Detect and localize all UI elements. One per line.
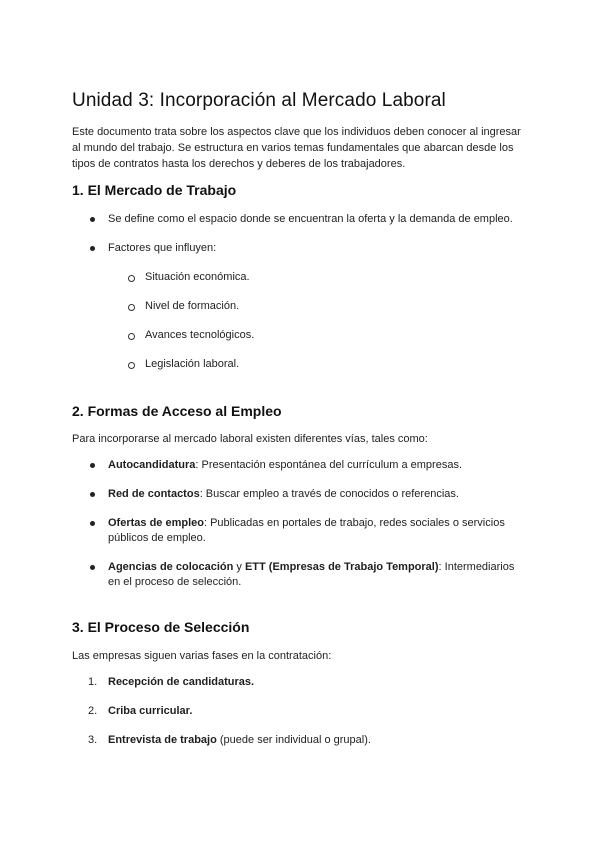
list-item	[108, 733, 371, 748]
list-item-connector: y	[233, 561, 245, 573]
list-item-text: (puede ser individual o grupal).	[216, 734, 371, 746]
list-item-term: Agencias de colocación	[108, 561, 234, 573]
bullet-icon	[90, 246, 95, 251]
sub-list-item: Nivel de formación.	[145, 300, 240, 312]
list-item-term: Red de contactos	[108, 488, 200, 500]
list-item	[108, 560, 528, 590]
section-3-intro: Las empresas siguen varias fases en la contratación:	[72, 650, 332, 662]
list-item-text: : Presentación espontánea del currículum a empresas.	[195, 459, 462, 471]
bullet-icon	[90, 217, 95, 222]
list-item-term: Criba curricular.	[108, 705, 193, 717]
bullet-icon	[90, 521, 95, 526]
list-item	[108, 487, 528, 502]
list-number: 2.	[88, 705, 98, 717]
sub-list-item: Avances tecnológicos.	[145, 329, 255, 341]
list-item	[108, 704, 192, 719]
bullet-icon	[90, 463, 95, 468]
list-item-text: : Buscar empleo a través de conocidos o referencias.	[199, 488, 459, 500]
bullet-icon	[90, 492, 95, 497]
section-2-heading: 2. Formas de Acceso al Empleo	[72, 403, 282, 419]
sub-list-item: Situación económica.	[145, 271, 250, 283]
list-item-term: Autocandidatura	[108, 459, 196, 471]
list-item-term: Recepción de candidaturas.	[108, 676, 255, 688]
list-number: 3.	[88, 734, 98, 746]
list-item-term: Entrevista de trabajo	[108, 734, 217, 746]
sub-list-item: Legislación laboral.	[145, 358, 240, 370]
list-item	[108, 458, 528, 473]
list-item-text: : Publicadas en portales de trabajo, redes sociales o servicios públicos de empleo.	[108, 517, 505, 544]
list-item-text: : Intermediarios en el proceso de selección.	[108, 561, 515, 588]
list-item	[108, 516, 528, 546]
section-2-intro: Para incorporarse al mercado laboral existen diferentes vías, tales como:	[72, 433, 428, 445]
circle-bullet-icon	[128, 362, 135, 369]
section-1-heading: 1. El Mercado de Trabajo	[72, 182, 237, 198]
bullet-icon	[90, 565, 95, 570]
list-item: Factores que influyen:	[108, 242, 217, 254]
circle-bullet-icon	[128, 304, 135, 311]
section-3-heading: 3. El Proceso de Selección	[72, 619, 250, 635]
circle-bullet-icon	[128, 275, 135, 282]
list-number: 1.	[88, 676, 98, 688]
page-title: Unidad 3: Incorporación al Mercado Laboral	[72, 90, 446, 111]
list-item	[108, 675, 254, 690]
list-item: Se define como el espacio donde se encuentran la oferta y la demanda de empleo.	[108, 213, 513, 225]
list-item-term-2: ETT (Empresas de Trabajo Temporal)	[244, 561, 439, 573]
intro-paragraph: Este documento trata sobre los aspectos clave que los individuos deben conocer al ingresar al mundo del trabajo. Se estructura en varios temas fundamentales que abarcan desde los tipos de contratos hasta los derechos y deberes de los trabajadores.	[72, 126, 521, 170]
list-item-term: Ofertas de empleo	[108, 517, 204, 529]
circle-bullet-icon	[128, 333, 135, 340]
